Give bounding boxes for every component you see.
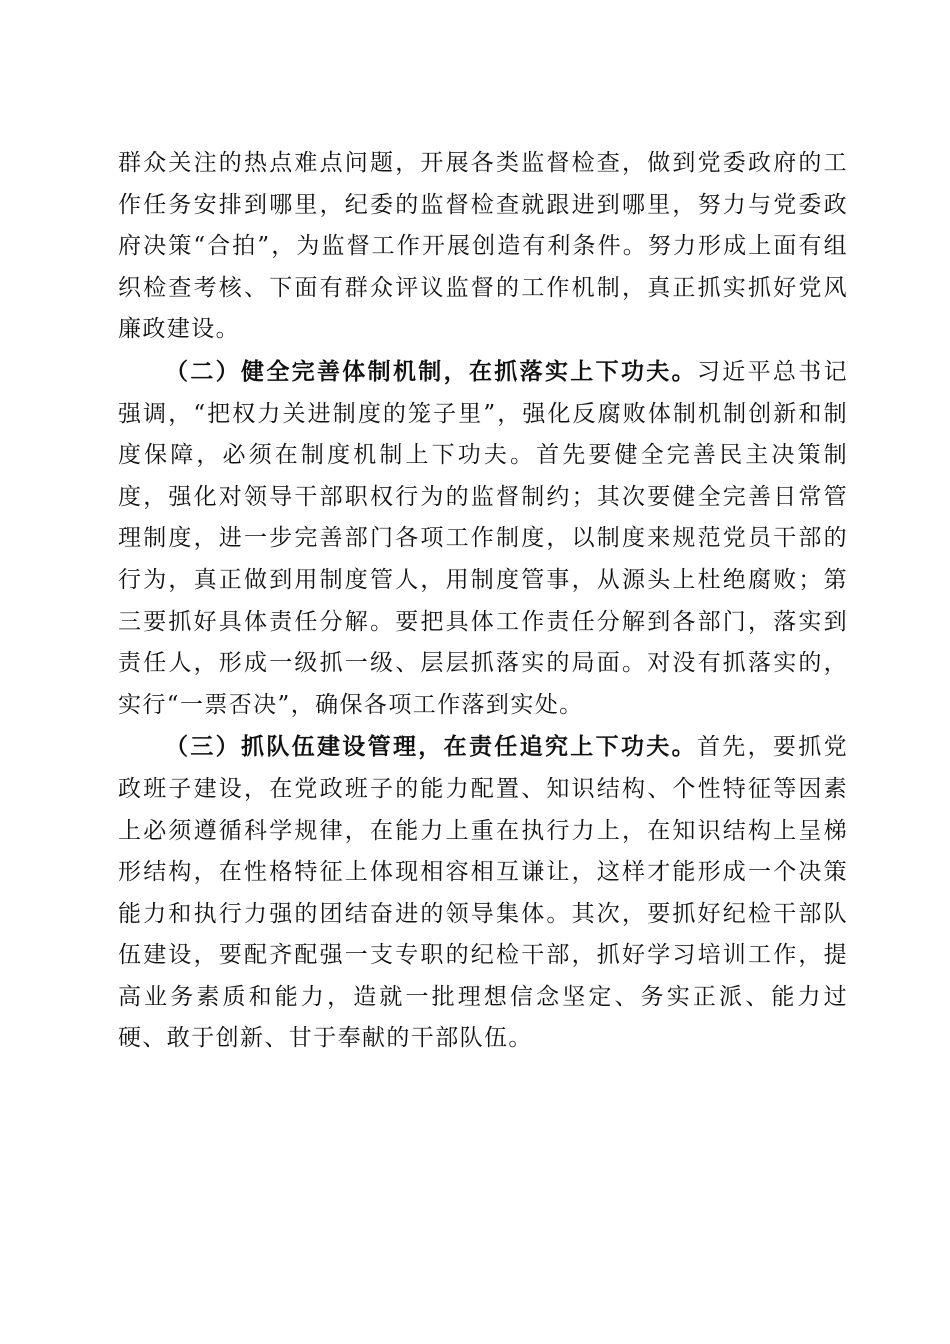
paragraph-body: 首先，要抓党政班子建设，在党政班子的能力配置、知识结构、个性特征等因素上必须遵循科学规律，在能力上重在执行力上，在知识结构上呈梯形结构，在性格特征上体现相容相互谦让，这样才能形成一个决策能力和执行力强的团结奋进的领导集体。其次，要抓好纪检干部队伍建设，要配齐配强一支专职的纪检干部，抓好学习培训工作，提高业务素质和能力，造就一批理想信念坚定、务实正派、能力过硬、敢于创新、甘于奉献的干部队伍。 xyxy=(118,734,848,1052)
paragraph-body: 群众关注的热点难点问题，开展各类监督检查，做到党委政府的工作任务安排到哪里，纪委的监督检查就跟进到哪里，努力与党委政府决策“合拍”，为监督工作开展创造有利条件。努力形成上面有组织检查考核、下面有群众评议监督的工作机制，真正抓实抓好党风廉政建设。 xyxy=(118,150,848,343)
section-heading: （二）健全完善体制机制，在抓落实上下功夫。 xyxy=(165,357,697,385)
document-page xyxy=(118,143,848,1060)
paragraph-section-3 xyxy=(118,726,848,1060)
paragraph-body: 习近平总书记强调，“把权力关进制度的笼子里”，强化反腐败体制机制创新和制度保障，必须在制度机制上下功夫。首先要健全完善民主决策制度，强化对领导干部职权行为的监督制约；其次要健全完善日常管理制度，进一步完善部门各项工作制度，以制度来规范党员干部的行为，真正做到用制度管人，用制度管事，从源头上杜绝腐败；第三要抓好具体责任分解。要把具体工作责任分解到各部门，落实到责任人，形成一级抓一级、层层抓落实的局面。对没有抓落实的，实行“一票否决”，确保各项工作落到实处。 xyxy=(118,358,848,718)
section-heading: （三）抓队伍建设管理，在责任追究上下功夫。 xyxy=(165,733,697,761)
paragraph-continuation xyxy=(118,143,848,351)
paragraph-section-2 xyxy=(118,351,848,726)
